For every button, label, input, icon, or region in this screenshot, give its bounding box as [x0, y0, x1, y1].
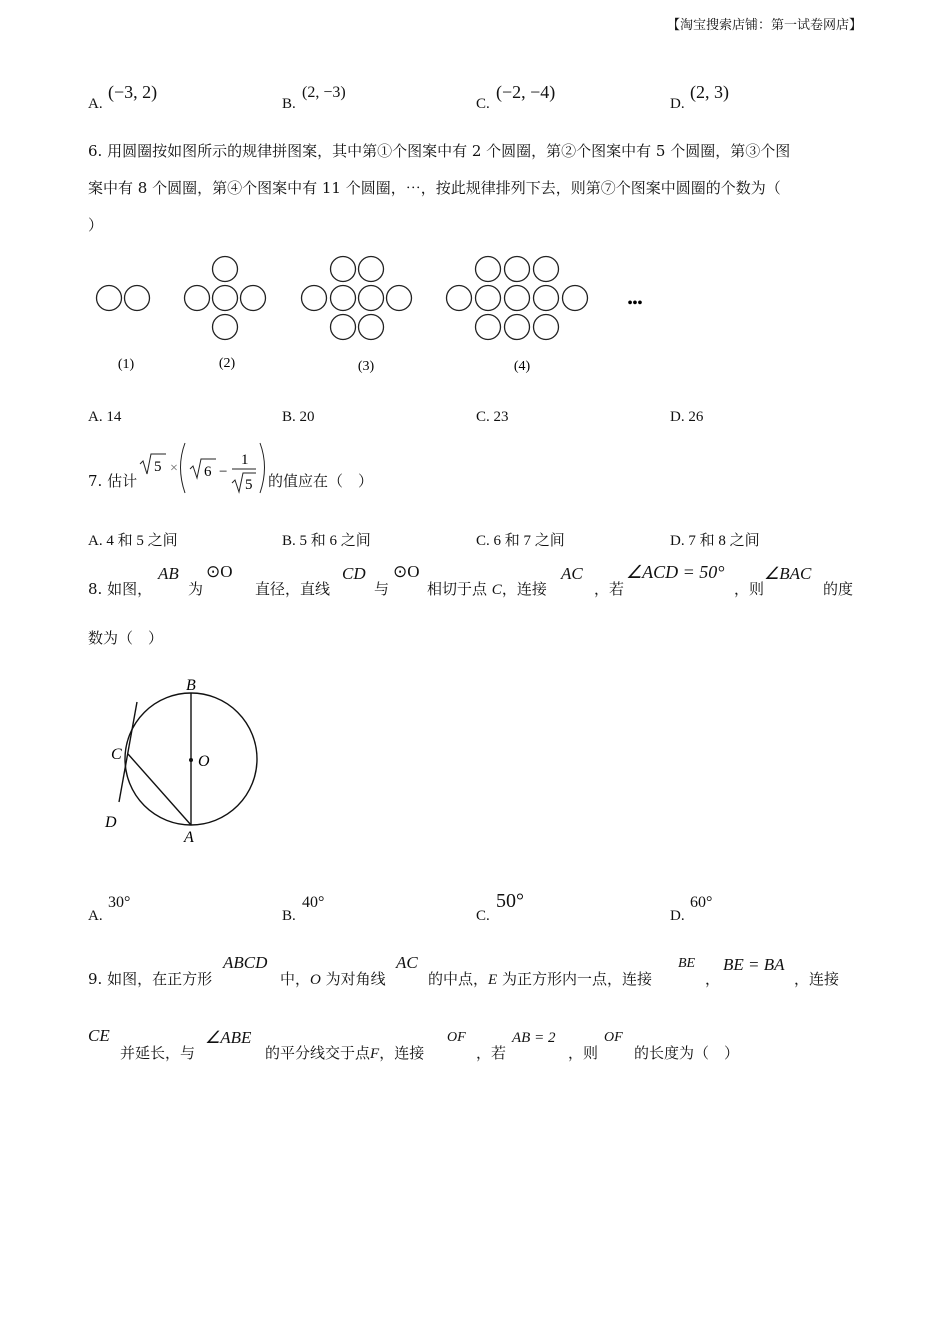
q8-math-circle-o: ⊙O	[206, 562, 233, 581]
pattern2-circle	[241, 286, 266, 311]
q8-option-b-letter: B.	[282, 908, 296, 924]
q8-math-angle-acd: ∠ACD = 50°	[626, 562, 725, 582]
q6-option-a: A. 14	[88, 409, 122, 425]
q8-option-d-letter: D.	[670, 908, 685, 924]
q5-option-c-value: (−2, −4)	[496, 82, 556, 102]
q8-text: ，若	[594, 580, 625, 598]
q8-option-b-value: 40°	[302, 894, 325, 911]
pattern-ellipsis: •••	[627, 296, 643, 311]
figure-label-2: (2)	[218, 356, 236, 371]
q5-option-d-value: (2, 3)	[690, 82, 729, 102]
pattern3-circle	[302, 286, 327, 311]
figure-label-4: (4)	[513, 359, 531, 374]
page-header: 【淘宝搜索店铺：第一试卷网店】	[666, 18, 862, 33]
pattern4-circle	[476, 286, 501, 311]
q9-text: ，连接	[794, 970, 840, 988]
q9-text: 中，O 为对角线	[280, 970, 386, 988]
pattern4-circle	[534, 315, 559, 340]
q9-math-be: BE	[678, 956, 696, 971]
q7-option-a: A. 4 和 5 之间	[88, 533, 178, 549]
svg-text:×: ×	[170, 461, 178, 476]
pattern4-circle	[505, 286, 530, 311]
figure-label-1: (1)	[117, 357, 135, 372]
q8-text: 的度	[823, 580, 854, 598]
pattern3-circle	[359, 257, 384, 282]
q9-text: ，	[705, 970, 721, 988]
q9-math-be-ba: BE = BA	[723, 955, 785, 974]
pattern2-circle	[185, 286, 210, 311]
pattern3-circle	[331, 257, 356, 282]
pattern2-circle	[213, 315, 238, 340]
q8-option-a-value: 30°	[108, 894, 131, 911]
pattern3-circle	[331, 286, 356, 311]
q8-option-a-letter: A.	[88, 908, 103, 924]
svg-text:5: 5	[245, 477, 253, 493]
pattern4-circle	[476, 257, 501, 282]
q9-text: 的平分线交于点F，连接	[265, 1044, 425, 1062]
q8-text: 8. 如图，	[88, 580, 153, 598]
q5-option-b-value: (2, −3)	[302, 84, 346, 101]
q9-text: 并延长，与	[120, 1044, 196, 1062]
pattern4-circle	[476, 315, 501, 340]
label-c: C	[111, 746, 122, 763]
pattern4-circle	[563, 286, 588, 311]
label-d: D	[105, 814, 117, 831]
pattern4-circle	[505, 315, 530, 340]
q5-option-b-letter: B.	[282, 96, 296, 112]
label-b: B	[186, 677, 196, 694]
label-o: O	[198, 753, 210, 770]
q6-line-1: 6. 用圆圈按如图所示的规律拼图案，其中第①个图案中有 2 个圆圈，第②个图案中有 5 个圆圈，第③个图	[88, 142, 791, 160]
pattern3-circle	[359, 286, 384, 311]
q5-option-c-letter: C.	[476, 96, 490, 112]
pattern4-circle	[534, 257, 559, 282]
q9-math-angle-abe: ∠ABE	[205, 1028, 252, 1047]
svg-text:6: 6	[204, 464, 212, 480]
q8-text: ，则	[734, 580, 765, 598]
pattern4-circle	[447, 286, 472, 311]
q5-option-d-letter: D.	[670, 96, 685, 112]
q6-option-c: C. 23	[476, 409, 509, 425]
q8-line-2: 数为（ ）	[88, 629, 164, 647]
q8-text: 相切于点 C，连接	[427, 580, 547, 598]
q9-math-of: OF	[447, 1030, 466, 1045]
q8-math-angle-bac: ∠BAC	[764, 564, 812, 583]
svg-text:−: −	[219, 464, 228, 480]
q8-circle-figure	[100, 672, 270, 852]
q8-option-c-value: 50°	[496, 890, 524, 912]
q6-pattern-figure	[90, 250, 660, 380]
q5-option-a-value: (−3, 2)	[108, 82, 158, 102]
q7-option-c: C. 6 和 7 之间	[476, 533, 565, 549]
q7-option-b: B. 5 和 6 之间	[282, 533, 371, 549]
pattern1-circle	[125, 286, 150, 311]
q9-text: 的中点，E 为正方形内一点，连接	[428, 970, 652, 988]
q9-text: 的长度为（ ）	[634, 1044, 740, 1062]
pattern3-circle	[331, 315, 356, 340]
q9-math-ac: AC	[396, 953, 418, 972]
q6-line-3: ）	[88, 216, 104, 234]
q7-expression	[136, 440, 268, 498]
pattern2-circle	[213, 286, 238, 311]
svg-text:5: 5	[154, 459, 162, 475]
q6-line-2: 案中有 8 个圆圈，第④个图案中有 11 个圆圈，⋯，按此规律排列下去，则第⑦个图案中圆圈的个数为（	[88, 179, 781, 197]
pattern3-circle	[359, 315, 384, 340]
q5-option-a-letter: A.	[88, 96, 103, 112]
svg-text:1: 1	[241, 452, 249, 468]
q8-option-c-letter: C.	[476, 908, 490, 924]
pattern3-circle	[387, 286, 412, 311]
q8-text: 为	[188, 580, 204, 598]
pattern2-circle	[213, 257, 238, 282]
q9-math-abcd: ABCD	[223, 953, 268, 972]
q8-math-circle-o-2: ⊙O	[393, 562, 420, 581]
q9-math-ce: CE	[88, 1026, 110, 1045]
q6-option-d: D. 26	[670, 409, 704, 425]
label-a: A	[184, 829, 194, 846]
q8-text: 与	[374, 580, 390, 598]
q8-math-cd: CD	[342, 564, 366, 583]
q9-text: 9. 如图，在正方形	[88, 970, 213, 988]
pattern4-circle	[534, 286, 559, 311]
pattern4-circle	[505, 257, 530, 282]
q7-option-d: D. 7 和 8 之间	[670, 533, 760, 549]
pattern1-circle	[97, 286, 122, 311]
q7-suffix: 的值应在（ ）	[268, 472, 374, 490]
figure-label-3: (3)	[357, 359, 375, 374]
q7-prefix: 7. 估计	[88, 472, 138, 490]
q9-text: ，则	[568, 1044, 599, 1062]
q8-option-d-value: 60°	[690, 894, 713, 911]
q9-text: ，若	[476, 1044, 507, 1062]
q8-text: 直径，直线	[255, 580, 331, 598]
q8-math-ab: AB	[158, 564, 179, 583]
q8-math-ac: AC	[561, 564, 583, 583]
q9-math-ab-2: AB = 2	[512, 1030, 556, 1046]
q9-math-of-2: OF	[604, 1030, 623, 1045]
q6-option-b: B. 20	[282, 409, 315, 425]
